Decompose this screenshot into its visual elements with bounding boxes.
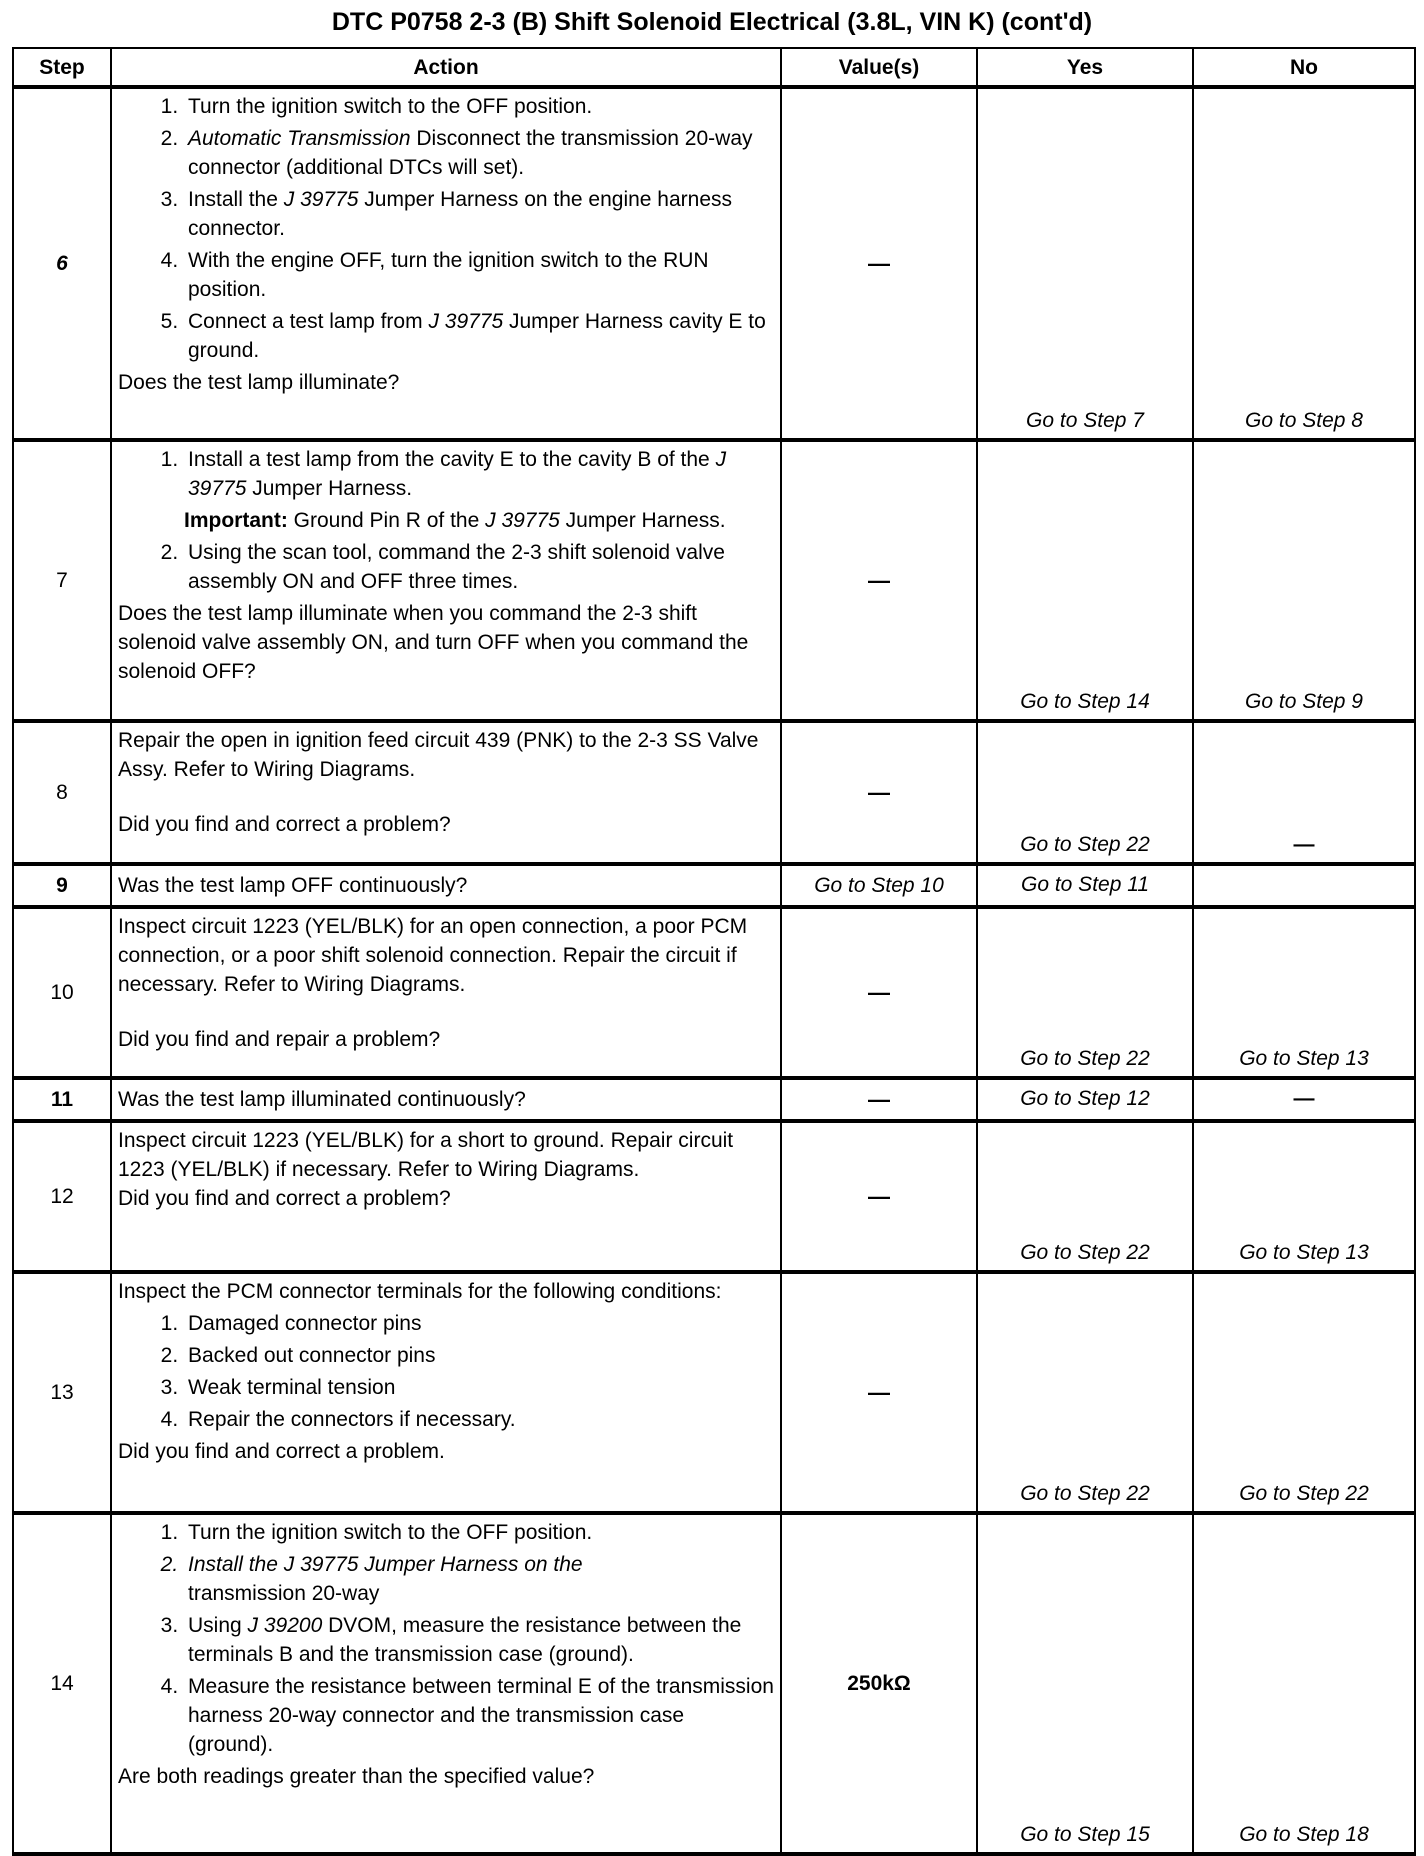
action-question: Does the test lamp illuminate when you command the 2-3 shift solenoid valve assembly ON, and turn OFF when you command the solenoid OFF? bbox=[118, 602, 749, 683]
step-number: 13 bbox=[13, 1272, 111, 1513]
diagnostic-table bbox=[12, 47, 1416, 1856]
action-item: 2. Using the scan tool, command the 2-3 shift solenoid valve assembly ON and OFF three times. bbox=[184, 538, 774, 596]
action-question: Was the test lamp illuminated continuously? bbox=[118, 1087, 526, 1111]
header-yes: Yes bbox=[977, 48, 1193, 87]
header-action: Action bbox=[111, 48, 781, 87]
no-cell: Go to Step 18 bbox=[1193, 1513, 1415, 1854]
action-text: Inspect circuit 1223 (YEL/BLK) for an open connection, a poor PCM connection, or a poor shift solenoid connection. Repair the circuit if necessary. Refer to Wiring Diagrams. bbox=[118, 915, 748, 996]
action-item: 1. Turn the ignition switch to the OFF position. bbox=[184, 92, 774, 121]
no-cell: Go to Step 22 bbox=[1193, 1272, 1415, 1513]
action-item: 4. Repair the connectors if necessary. bbox=[184, 1405, 774, 1434]
action-cell bbox=[111, 1513, 781, 1854]
step-number: 12 bbox=[13, 1121, 111, 1272]
important-note: Important: Ground Pin R of the J 39775 Jumper Harness. bbox=[184, 509, 726, 532]
table-row bbox=[13, 1121, 1415, 1272]
value-cell: — bbox=[781, 440, 977, 721]
action-cell bbox=[111, 907, 781, 1078]
yes-cell: Go to Step 22 bbox=[977, 1272, 1193, 1513]
no-cell: Go to Step 9 bbox=[1193, 440, 1415, 721]
action-item: 1. Damaged connector pins bbox=[184, 1309, 774, 1338]
action-item: 1. Install a test lamp from the cavity E to the cavity B of the J 39775 Jumper Harness. bbox=[184, 445, 774, 503]
action-item: 4. Measure the resistance between terminal E of the transmission harness 20-way connector and the transmission case (ground). bbox=[184, 1672, 774, 1759]
action-item: 5. Connect a test lamp from J 39775 Jumper Harness cavity E to ground. bbox=[184, 307, 774, 365]
yes-cell: Go to Step 22 bbox=[977, 721, 1193, 864]
action-item: 3. Install the J 39775 Jumper Harness on the engine harness connector. bbox=[184, 185, 774, 243]
value-cell: — bbox=[781, 721, 977, 864]
action-text: Inspect circuit 1223 (YEL/BLK) for a short to ground. Repair circuit 1223 (YEL/BLK) if necessary. Refer to Wiring Diagrams. bbox=[118, 1129, 734, 1181]
step-number: 7 bbox=[13, 440, 111, 721]
no-cell: — bbox=[1193, 1078, 1415, 1121]
action-question: Did you find and repair a problem? bbox=[118, 1028, 441, 1051]
action-item: 2. Backed out connector pins bbox=[184, 1341, 774, 1370]
value-cell: — bbox=[781, 1121, 977, 1272]
value-cell: — bbox=[781, 1272, 977, 1513]
header-step: Step bbox=[13, 48, 111, 87]
no-cell: Go to Step 8 bbox=[1193, 87, 1415, 440]
page-title: DTC P0758 2-3 (B) Shift Solenoid Electrical (3.8L, VIN K) (cont'd) bbox=[331, 8, 1093, 36]
action-cell bbox=[111, 1078, 781, 1121]
action-question: Are both readings greater than the specified value? bbox=[118, 1765, 595, 1788]
table-header-row bbox=[13, 48, 1415, 87]
action-item: 2. Automatic Transmission Disconnect the transmission 20-way connector (additional DTCs will set). bbox=[184, 124, 774, 182]
table-row bbox=[13, 864, 1415, 907]
action-cell bbox=[111, 87, 781, 440]
action-cell bbox=[111, 1272, 781, 1513]
action-item: 2. Install the J 39775 Jumper Harness on the transmission 20-way bbox=[184, 1550, 774, 1608]
yes-cell: Go to Step 22 bbox=[977, 907, 1193, 1078]
step-number: 9 bbox=[13, 864, 111, 907]
value-cell: Go to Step 10 bbox=[781, 864, 977, 907]
action-question: Does the test lamp illuminate? bbox=[118, 371, 400, 394]
table-row bbox=[13, 1513, 1415, 1854]
value-cell: 250kΩ bbox=[781, 1513, 977, 1854]
action-text: Inspect the PCM connector terminals for the following conditions: bbox=[118, 1280, 722, 1303]
action-question: Did you find and correct a problem. bbox=[118, 1440, 445, 1463]
yes-cell: Go to Step 15 bbox=[977, 1513, 1193, 1854]
action-item: 1. Turn the ignition switch to the OFF position. bbox=[184, 1518, 774, 1547]
value-cell: — bbox=[781, 1078, 977, 1121]
header-values: Value(s) bbox=[781, 48, 977, 87]
step-number: 11 bbox=[13, 1078, 111, 1121]
action-question: Was the test lamp OFF continuously? bbox=[118, 873, 468, 897]
value-cell: — bbox=[781, 907, 977, 1078]
header-no: No bbox=[1193, 48, 1415, 87]
action-item: 4. With the engine OFF, turn the ignition switch to the RUN position. bbox=[184, 246, 774, 304]
action-cell bbox=[111, 721, 781, 864]
step-number: 6 bbox=[13, 87, 111, 440]
step-number: 14 bbox=[13, 1513, 111, 1854]
no-cell: Go to Step 13 bbox=[1193, 1121, 1415, 1272]
table-row bbox=[13, 721, 1415, 864]
yes-cell: Go to Step 22 bbox=[977, 1121, 1193, 1272]
no-cell: Go to Step 13 bbox=[1193, 907, 1415, 1078]
step-number: 10 bbox=[13, 907, 111, 1078]
yes-cell: Go to Step 12 bbox=[977, 1078, 1193, 1121]
action-text: Repair the open in ignition feed circuit 439 (PNK) to the 2-3 SS Valve Assy. Refer to Wiring Diagrams. bbox=[118, 729, 759, 781]
no-cell bbox=[1193, 864, 1415, 907]
action-question: Did you find and correct a problem? bbox=[118, 1187, 451, 1210]
no-cell: — bbox=[1193, 721, 1415, 864]
action-item: 3. Weak terminal tension bbox=[184, 1373, 774, 1402]
action-cell bbox=[111, 864, 781, 907]
action-question: Did you find and correct a problem? bbox=[118, 813, 451, 836]
yes-cell: Go to Step 7 bbox=[977, 87, 1193, 440]
yes-cell: Go to Step 14 bbox=[977, 440, 1193, 721]
table-row bbox=[13, 440, 1415, 721]
yes-cell: Go to Step 11 bbox=[977, 864, 1193, 907]
step-number: 8 bbox=[13, 721, 111, 864]
table-row bbox=[13, 1078, 1415, 1121]
action-item: 3. Using J 39200 DVOM, measure the resistance between the terminals B and the transmission case (ground). bbox=[184, 1611, 774, 1669]
action-cell bbox=[111, 440, 781, 721]
action-cell bbox=[111, 1121, 781, 1272]
value-cell: — bbox=[781, 87, 977, 440]
table-row bbox=[13, 1272, 1415, 1513]
table-row bbox=[13, 907, 1415, 1078]
table-row bbox=[13, 87, 1415, 440]
